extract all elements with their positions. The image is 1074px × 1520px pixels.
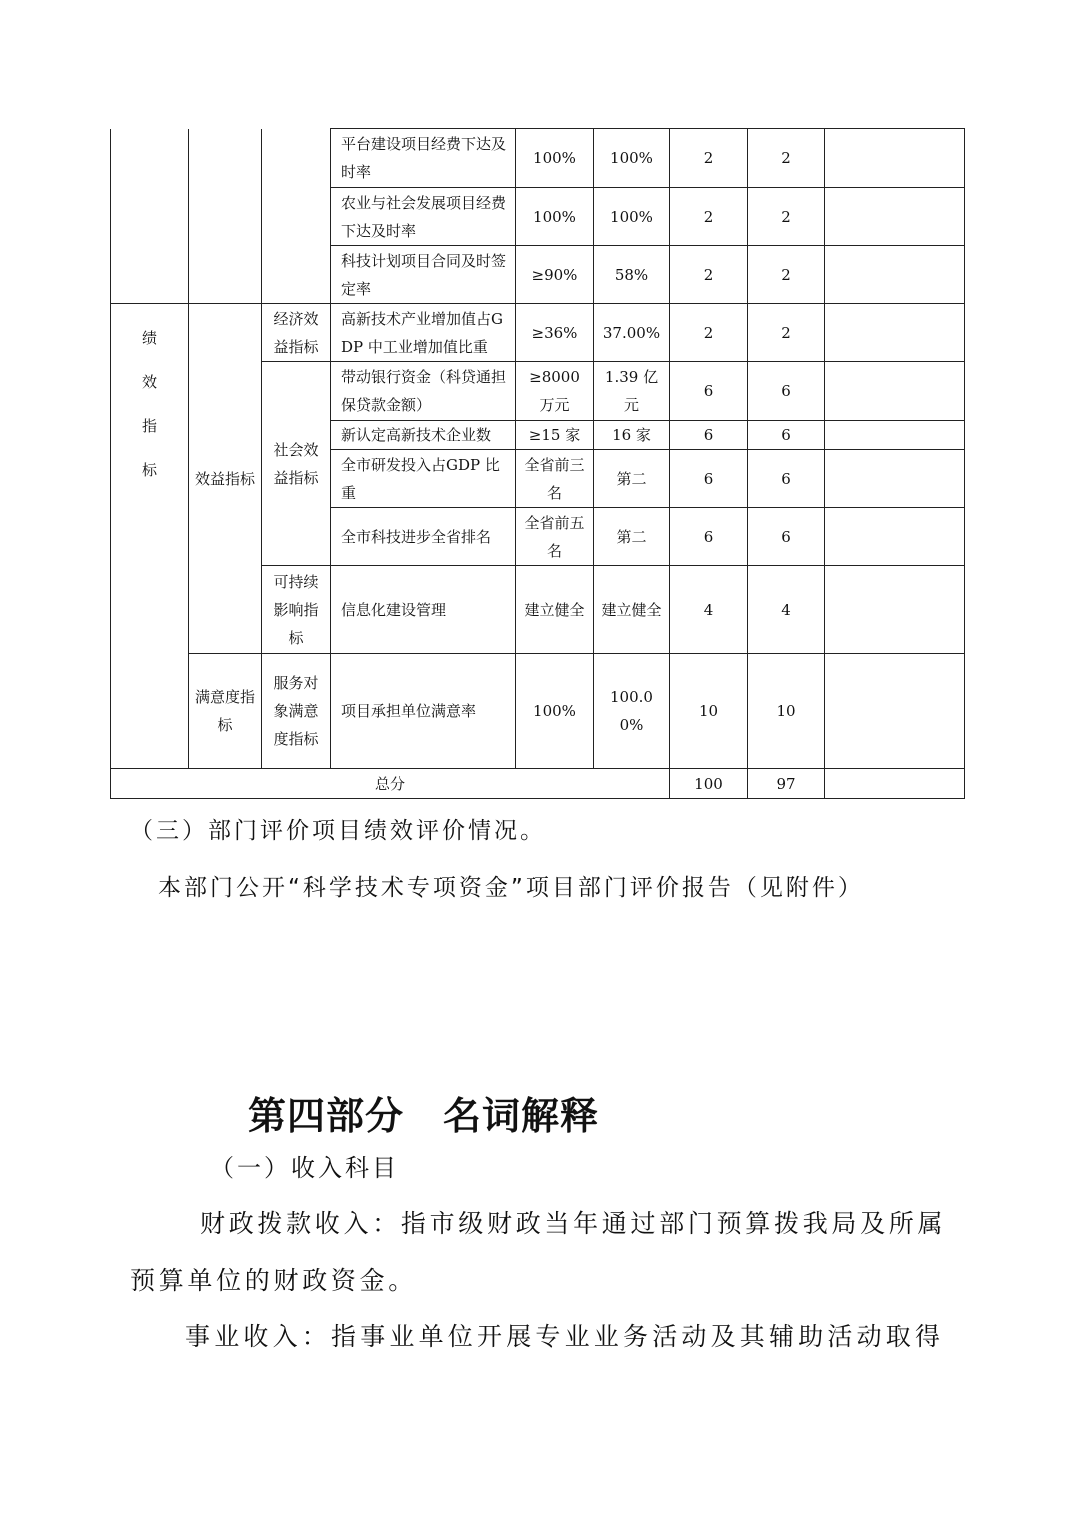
weight: 6	[670, 362, 748, 421]
section3-text: 本部门公开“科学技术专项资金”项目部门评价报告（见附件）	[158, 875, 864, 901]
weight: 10	[670, 654, 748, 769]
weight: 6	[670, 421, 748, 450]
remark	[825, 188, 965, 246]
remark	[825, 421, 965, 450]
remark	[825, 769, 965, 799]
level3-service: 服务对象满意度指标	[262, 654, 331, 769]
target-value: ≥90%	[516, 246, 594, 304]
table-row	[111, 304, 965, 362]
indicator-name: 新认定高新技术企业数	[331, 421, 516, 450]
remark	[825, 129, 965, 188]
score: 6	[748, 450, 825, 508]
total-score: 97	[748, 769, 825, 799]
part4-subheading: （一）收入科目	[210, 1154, 399, 1182]
actual-value: 1.39 亿元	[594, 362, 670, 421]
cell-blank	[262, 129, 331, 304]
paragraph-line: 事业收入：指事业单位开展专业业务活动及其辅助活动取得	[185, 1322, 945, 1351]
target-value: 100%	[516, 188, 594, 246]
table-row	[111, 654, 965, 769]
target-value: ≥36%	[516, 304, 594, 362]
actual-value: 第二	[594, 508, 670, 566]
indicator-name: 全市研发投入占GDP 比重	[331, 450, 516, 508]
actual-value: 第二	[594, 450, 670, 508]
remark	[825, 246, 965, 304]
weight: 4	[670, 566, 748, 654]
cell-blank	[189, 129, 262, 304]
target-value: ≥8000万元	[516, 362, 594, 421]
paragraph-line: 预算单位的财政资金。	[130, 1266, 418, 1295]
indicator-name: 高新技术产业增加值占GDP 中工业增加值比重	[331, 304, 516, 362]
performance-table	[110, 128, 965, 799]
actual-value: 58%	[594, 246, 670, 304]
score: 2	[748, 304, 825, 362]
section3-heading: （三）部门评价项目绩效评价情况。	[130, 818, 546, 844]
weight: 6	[670, 508, 748, 566]
score: 6	[748, 421, 825, 450]
total-label: 总分	[111, 769, 670, 799]
remark	[825, 450, 965, 508]
indicator-name: 项目承担单位满意率	[331, 654, 516, 769]
score: 10	[748, 654, 825, 769]
score: 2	[748, 129, 825, 188]
score: 4	[748, 566, 825, 654]
weight: 2	[670, 246, 748, 304]
level2-benefit: 效益指标	[189, 304, 262, 654]
total-weight: 100	[670, 769, 748, 799]
indicator-name: 平台建设项目经费下达及时率	[331, 129, 516, 188]
level1-performance: 绩效指标	[111, 304, 189, 769]
target-value: 100%	[516, 654, 594, 769]
score: 2	[748, 246, 825, 304]
level2-satisfaction: 满意度指标	[189, 654, 262, 769]
part4-title: 第四部分 名词解释	[248, 1093, 600, 1138]
indicator-name: 带动银行资金（科贷通担保贷款金额）	[331, 362, 516, 421]
total-row	[111, 769, 965, 799]
remark	[825, 304, 965, 362]
indicator-name: 科技计划项目合同及时签定率	[331, 246, 516, 304]
weight: 2	[670, 129, 748, 188]
score: 6	[748, 508, 825, 566]
actual-value: 37.00%	[594, 304, 670, 362]
remark	[825, 566, 965, 654]
remark	[825, 654, 965, 769]
level3-sustainable: 可持续影响指标	[262, 566, 331, 654]
weight: 2	[670, 188, 748, 246]
target-value: 全省前五名	[516, 508, 594, 566]
score: 6	[748, 362, 825, 421]
score: 2	[748, 188, 825, 246]
target-value: 全省前三名	[516, 450, 594, 508]
indicator-name: 信息化建设管理	[331, 566, 516, 654]
remark	[825, 508, 965, 566]
level3-economic: 经济效益指标	[262, 304, 331, 362]
weight: 6	[670, 450, 748, 508]
actual-value: 100%	[594, 129, 670, 188]
target-value: ≥15 家	[516, 421, 594, 450]
weight: 2	[670, 304, 748, 362]
remark	[825, 362, 965, 421]
indicator-name: 农业与社会发展项目经费下达及时率	[331, 188, 516, 246]
target-value: 建立健全	[516, 566, 594, 654]
table-row	[111, 129, 965, 188]
paragraph-line: 财政拨款收入：指市级财政当年通过部门预算拨我局及所属	[200, 1209, 947, 1238]
cell-blank	[111, 129, 189, 304]
actual-value: 建立健全	[594, 566, 670, 654]
actual-value: 16 家	[594, 421, 670, 450]
actual-value: 100%	[594, 188, 670, 246]
level3-social: 社会效益指标	[262, 362, 331, 566]
indicator-name: 全市科技进步全省排名	[331, 508, 516, 566]
actual-value: 100.00%	[594, 654, 670, 769]
target-value: 100%	[516, 129, 594, 188]
